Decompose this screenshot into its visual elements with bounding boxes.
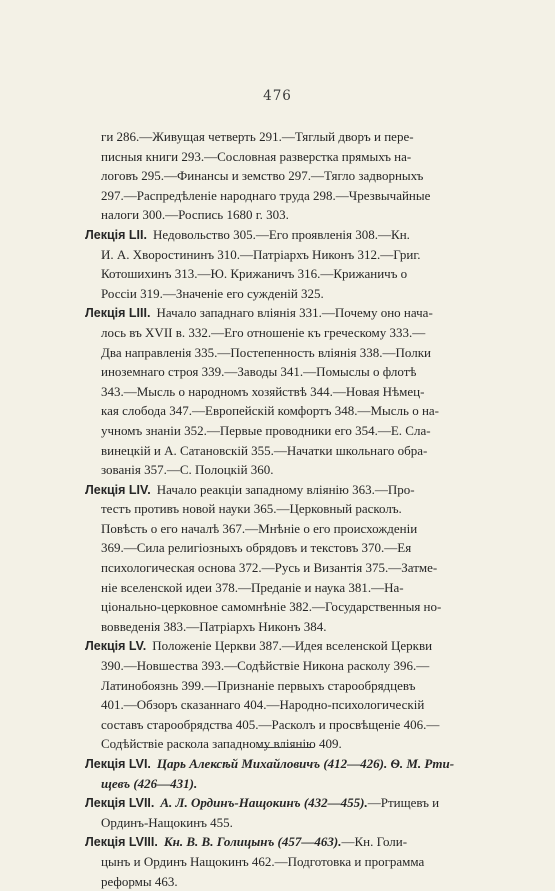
end-rule [258, 747, 314, 748]
contents-text: зованія 357.—С. Полоцкій 360. [101, 462, 274, 478]
contents-line [85, 734, 473, 754]
contents-line [85, 617, 473, 637]
lecture-label: Лекція LVIII. [85, 835, 158, 850]
contents-text: ги 286.—Живущая четверть 291.—Тяглый дворъ и пере- [101, 129, 414, 144]
lecture-label: Лекція LVI. [85, 757, 151, 771]
contents-text: Ординъ-Нащокинъ 455. [101, 814, 233, 830]
contents-text: 401.—Обзоръ сказаннаго 404.—Народно-психологическій [101, 697, 425, 713]
contents-text: Два направленія 335.—Постепенность вліянія 338.—Полки [101, 344, 432, 360]
contents-line [85, 499, 473, 519]
contents-line [85, 813, 473, 833]
contents-line [85, 245, 473, 265]
lecture-heading-line [85, 832, 473, 852]
lecture-title-italic: щевъ (426—431). [101, 775, 198, 791]
contents-line [85, 676, 473, 696]
table-of-contents [85, 127, 473, 891]
contents-line [85, 401, 473, 421]
contents-line [85, 421, 473, 441]
contents-text: 297.—Распредѣленіе народнаго труда 298.—Чрезвычайные [101, 187, 431, 203]
contents-text: учномъ знаніи 352.—Первые проводники его 354.—Е. Сла- [101, 422, 431, 438]
page-number: 476 [263, 88, 292, 104]
contents-line [85, 538, 473, 558]
contents-line [85, 166, 473, 186]
contents-text: цынъ и Ординъ Нащокинъ 462.—Подготовка и программа [101, 853, 425, 869]
contents-text: Недовольство 305.—Его проявленія 308.—Кн. [152, 226, 410, 242]
contents-line [85, 774, 473, 794]
contents-text: ніе вселенской идеи 378.—Преданіе и наука 381.—На- [101, 579, 404, 595]
contents-text: винецкій и А. Сатановскій 355.—Начатки школьнаго обра- [101, 442, 428, 458]
contents-text: Котошихинъ 313.—Ю. Крижаничъ 316.—Крижаничъ о [101, 266, 408, 282]
contents-text: кая слобода 347.—Европейскій комфортъ 348.—Мысль о на- [101, 403, 439, 419]
contents-line [85, 597, 473, 617]
contents-line [85, 323, 473, 343]
contents-line [85, 382, 473, 402]
contents-line [85, 343, 473, 363]
contents-line [85, 519, 473, 539]
lecture-title-italic: Царь Алексѣй Михайловичъ (412—426). Ѳ. М. Рти- [156, 756, 455, 771]
contents-line [85, 147, 473, 167]
contents-text: Россіи 319.—Значеніе его сужденій 325. [101, 285, 324, 301]
contents-line [85, 852, 473, 872]
contents-line [85, 872, 473, 891]
contents-text: 390.—Новшества 393.—Содѣйствіе Никона расколу 396.— [101, 658, 430, 674]
contents-text: Начало реакціи западному вліянію 363.—Про- [156, 481, 415, 497]
lecture-label: Лекція LIV. [85, 482, 151, 497]
contents-text: Содѣйствіе раскола западному вліянію 409. [101, 736, 342, 752]
contents-text: Повѣсть о его началѣ 367.—Мнѣніе о его происхожденіи [101, 520, 418, 536]
contents-text: И. А. Хворостининъ 310.—Патріархъ Никонъ 312.—Григ. [101, 246, 421, 262]
contents-text: иноземнаго строя 339.—Заводы 341.—Помыслы о флотѣ [101, 364, 417, 380]
contents-text: писныя книги 293.—Сословная разверстка прямыхъ на- [101, 148, 412, 164]
contents-line [85, 264, 473, 284]
contents-text: логовъ 295.—Финансы и земство 297.—Тягло задворныхъ [101, 168, 424, 184]
contents-text: налоги 300.—Роспись 1680 г. 303. [101, 207, 289, 223]
lecture-label: Лекція LVII. [85, 796, 155, 811]
contents-text: лось въ XVII в. 332.—Его отношеніе къ греческому 333.— [101, 324, 426, 340]
contents-line [85, 284, 473, 304]
lecture-heading-line [85, 225, 473, 245]
contents-text: составъ старообрядства 405.—Расколъ и просвѣщеніе 406.— [101, 716, 440, 732]
lecture-label: Лекція LII. [85, 227, 147, 242]
contents-text: Латинобоязнь 399.—Признаніе первыхъ старообрядцевъ [101, 677, 416, 693]
contents-line [85, 127, 473, 147]
contents-line [85, 186, 473, 206]
lecture-label: Лекція LV. [85, 639, 147, 654]
contents-text: 369.—Сила религіозныхъ обрядовъ и текстовъ 370.—Ея [101, 540, 412, 556]
contents-text: реформы 463. [101, 873, 178, 889]
contents-line [85, 695, 473, 715]
contents-line [85, 205, 473, 225]
contents-line [85, 578, 473, 598]
contents-line [85, 715, 473, 735]
contents-text: —Ртищевъ и [367, 795, 440, 811]
contents-text: ціонально-церковное самомнѣніе 382.—Государственныя но- [101, 599, 442, 615]
lecture-label: Лекція LIII. [85, 306, 151, 321]
lecture-heading-line [85, 754, 473, 774]
contents-line [85, 362, 473, 382]
lecture-title-italic: Кн. В. В. Голицынъ (457—463). [163, 834, 342, 850]
contents-text: психологическая основа 372.—Русь и Византія 375.—Затме- [101, 560, 438, 576]
lecture-heading-line [85, 793, 473, 813]
contents-text: Начало западнаго вліянія 331.—Почему оно нача- [156, 305, 433, 321]
contents-text: 343.—Мысль о народномъ хозяйствѣ 344.—Новая Нѣмец- [101, 383, 425, 399]
contents-text: —Кн. Голи- [341, 834, 408, 850]
lecture-heading-line [85, 303, 473, 323]
contents-line [85, 441, 473, 461]
contents-line [85, 558, 473, 578]
contents-line [85, 460, 473, 480]
contents-text: Положеніе Церкви 387.—Идея вселенской Церкви [152, 638, 433, 654]
contents-text: тестъ противъ новой науки 365.—Церковный расколъ. [101, 501, 402, 517]
lecture-heading-line [85, 636, 473, 656]
contents-line [85, 656, 473, 676]
lecture-heading-line [85, 480, 473, 500]
contents-text: вовведенія 383.—Патріархъ Никонъ 384. [101, 618, 327, 634]
lecture-title-italic: А. Л. Ординъ-Нащокинъ (432—455). [160, 795, 368, 811]
